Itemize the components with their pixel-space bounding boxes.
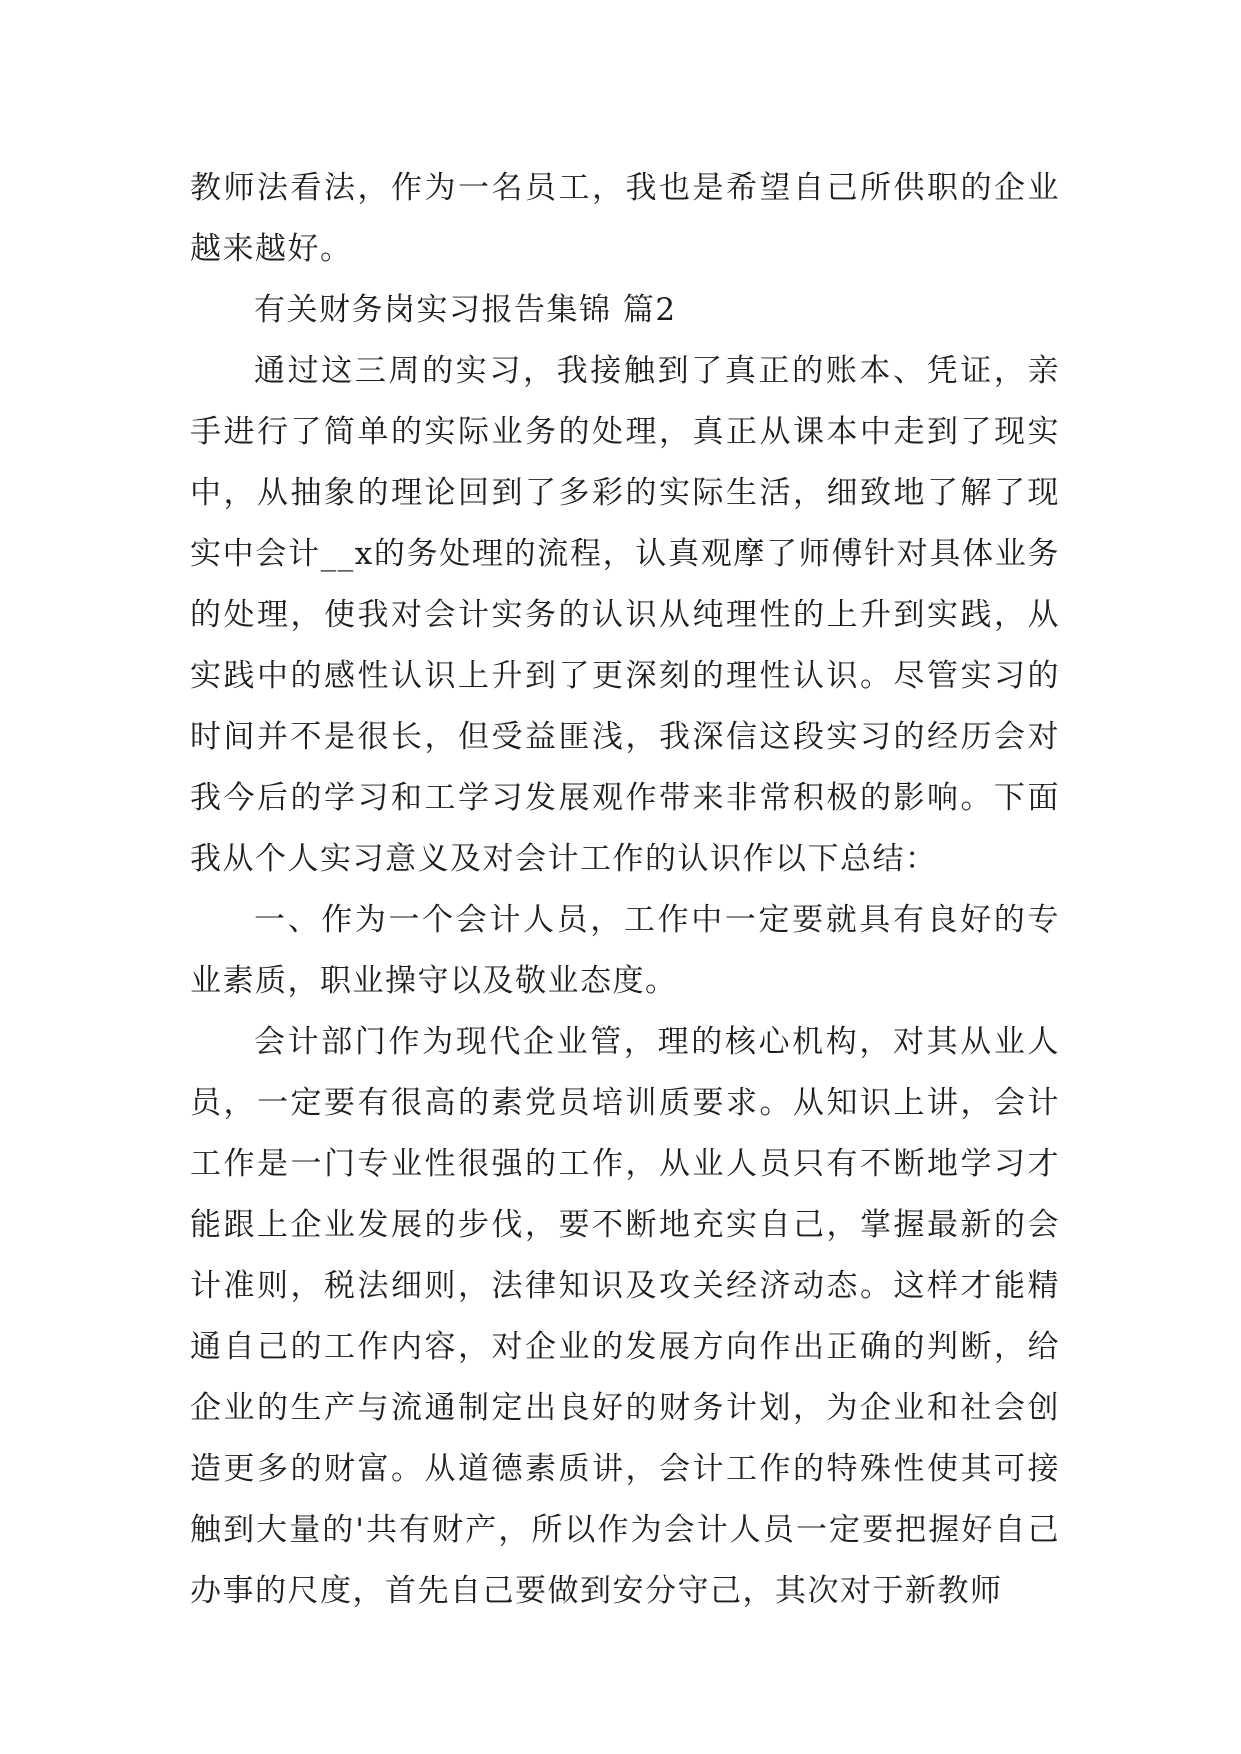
section-heading: 有关财务岗实习报告集锦 篇2 xyxy=(254,292,677,328)
paragraph-accounting-department: 会计部门作为现代企业管，理的核心机构，对其从业人员，一定要有很高的素党员培训质要求。从知识上讲，会计工作是一门专业性很强的工作，从业人员只有不断地学习才能跟上企业发展的步伐，要不断地充实自己，掌握最新的会计准则，税法细则，法律知识及攻关经济动态。这样才能精通自己的工作内容，对企业的发展方向作出正确的判断，给企业的生产与流通制定出良好的财务计划，为企业和社会创造更多的财富。从道德素质讲，会计工作的特殊性使其可接触到大量的'共有财产，所以作为会计人员一定要把握好自己办事的尺度，首先自己要做到安分守己，其次对于新教师 xyxy=(190,1024,1060,1609)
paragraph-point-one: 一、作为一个会计人员，工作中一定要就具有良好的专业素质，职业操守以及敬业态度。 xyxy=(190,902,1060,999)
paragraph-internship-intro: 通过这三周的实习，我接触到了真正的账本、凭证，亲手进行了简单的实际业务的处理，真正从课本中走到了现实中，从抽象的理论回到了多彩的实际生活，细致地了解了现实中会计__x的务处理的流程，认真观摩了师傅针对具体业务的处理，使我对会计实务的认识从纯理性的上升到实践，从实践中的感性认识上升到了更深刻的理性认识。尽管实习的时间并不是很长，但受益匪浅，我深信这段实习的经历会对我今后的学习和工学习发展观作带来非常积极的影响。下面我从个人实习意义及对会计工作的认识作以下总结： xyxy=(190,353,1060,877)
paragraph-continuation: 教师法看法，作为一名员工，我也是希望自己所供职的企业越来越好。 xyxy=(190,170,1060,267)
document-body xyxy=(190,158,1060,1622)
